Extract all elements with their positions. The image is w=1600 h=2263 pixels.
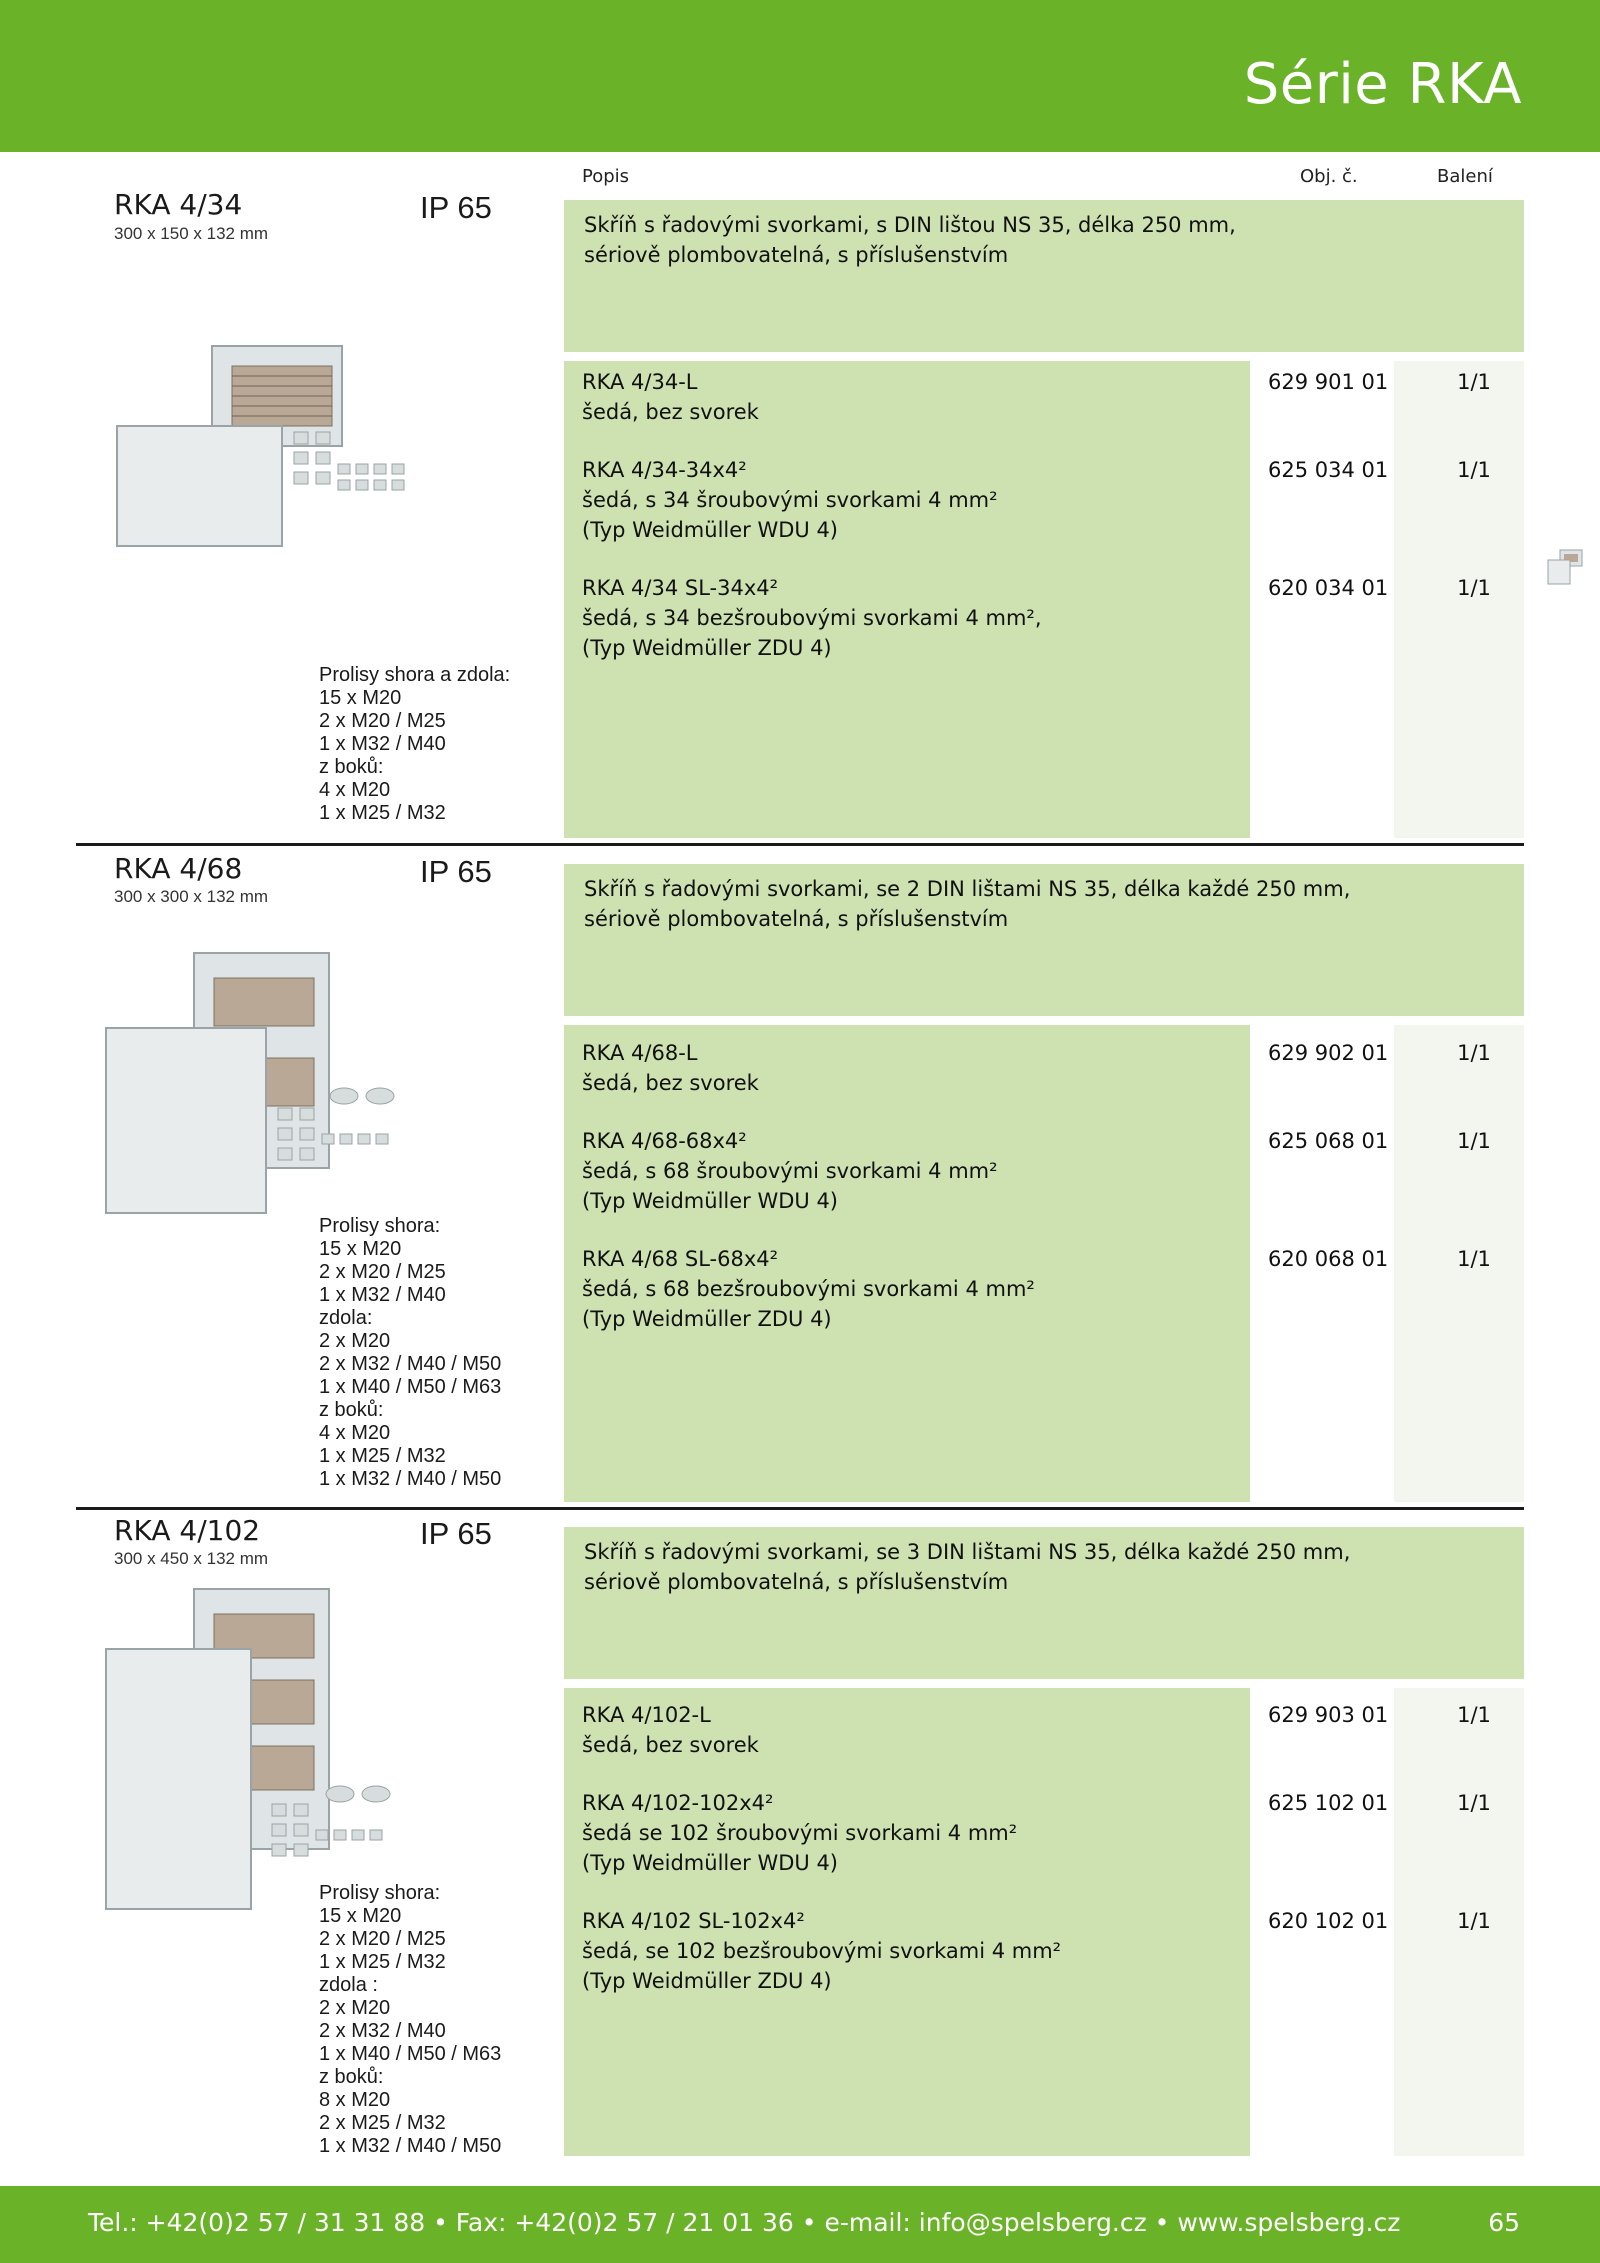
knockout-line: 1 x M25 / M32 [319, 1445, 446, 1467]
description-line: Skříň s řadovými svorkami, s DIN lištou NS 35, délka 250 mm, [584, 213, 1236, 237]
variant-code: RKA 4/102 SL-102x4² [582, 1909, 805, 1933]
knockouts-list [319, 1215, 501, 1491]
knockout-line: 2 x M32 / M40 / M50 [319, 1353, 502, 1375]
contact-info: Tel.: +42(0)2 57 / 31 31 88 • Fax: +42(0)2 57 / 21 01 36 • e-mail: info@spelsberg.cz • www.spelsberg.cz [88, 2208, 1401, 2237]
variant-code: RKA 4/68-68x4² [582, 1129, 747, 1153]
variant-detail: šedá, bez svorek [582, 1733, 759, 1757]
knockout-line: 15 x M20 [319, 1905, 402, 1927]
packaging-unit: 1/1 [1457, 1041, 1491, 1065]
variant-detail: šedá se 102 šroubovými svorkami 4 mm² [582, 1821, 1018, 1845]
order-number: 629 902 01 [1268, 1041, 1389, 1065]
enclosure-image [112, 336, 452, 556]
product-title: RKA 4/68 [114, 852, 243, 885]
knockout-line: 2 x M20 / M25 [319, 710, 446, 732]
description-line: Skříň s řadovými svorkami, se 3 DIN lištami NS 35, délka každé 250 mm, [584, 1540, 1351, 1564]
page-number: 65 [1488, 2208, 1520, 2237]
packaging-unit: 1/1 [1457, 370, 1491, 394]
series-title: Série RKA [1243, 52, 1522, 117]
variant-detail: (Typ Weidmüller ZDU 4) [582, 1969, 832, 1993]
knockout-line: 2 x M32 / M40 [319, 2020, 446, 2042]
knockout-line: 1 x M32 / M40 / M50 [319, 1468, 502, 1490]
product-dimensions: 300 x 300 x 132 mm [114, 887, 269, 906]
packaging-unit: 1/1 [1457, 458, 1491, 482]
knockout-line: z boků: [319, 2066, 384, 2088]
page-footer [0, 2186, 1600, 2263]
product-description [564, 1527, 1524, 1679]
product-description [564, 864, 1524, 1016]
packaging-unit: 1/1 [1457, 576, 1491, 600]
product-description [564, 200, 1524, 352]
ip-rating: IP 65 [420, 1516, 492, 1551]
description-line: sériově plombovatelná, s příslušenstvím [584, 243, 1009, 267]
knockout-line: 15 x M20 [319, 687, 402, 709]
variant-detail: (Typ Weidmüller ZDU 4) [582, 636, 832, 660]
variant-detail: šedá, bez svorek [582, 400, 759, 424]
variant-detail: šedá, se 102 bezšroubovými svorkami 4 mm² [582, 1939, 1062, 1963]
knockout-line: 1 x M40 / M50 / M63 [319, 1376, 502, 1398]
order-number: 629 903 01 [1268, 1703, 1389, 1727]
description-line: sériově plombovatelná, s příslušenstvím [584, 907, 1009, 931]
knockout-line: 2 x M20 / M25 [319, 1928, 446, 1950]
packaging-unit: 1/1 [1457, 1909, 1491, 1933]
packaging-unit: 1/1 [1457, 1247, 1491, 1271]
variant-code: RKA 4/102-L [582, 1703, 711, 1727]
knockout-line: Prolisy shora: [319, 1882, 441, 1904]
variant-code: RKA 4/68-L [582, 1041, 698, 1065]
variant-detail: (Typ Weidmüller ZDU 4) [582, 1307, 832, 1331]
knockout-line: 15 x M20 [319, 1238, 402, 1260]
order-number: 620 068 01 [1268, 1247, 1389, 1271]
order-number: 625 034 01 [1268, 458, 1389, 482]
variant-detail: šedá, s 68 bezšroubovými svorkami 4 mm² [582, 1277, 1035, 1301]
product-title: RKA 4/102 [114, 1514, 261, 1547]
variant-detail: šedá, s 68 šroubovými svorkami 4 mm² [582, 1159, 998, 1183]
column-header-description: Popis [582, 166, 630, 187]
section-divider [76, 843, 1524, 846]
variant-code: RKA 4/102-102x4² [582, 1791, 774, 1815]
order-number: 629 901 01 [1268, 370, 1389, 394]
order-number: 625 102 01 [1268, 1791, 1389, 1815]
variant-detail: (Typ Weidmüller WDU 4) [582, 1851, 838, 1875]
variant-code: RKA 4/68 SL-68x4² [582, 1247, 779, 1271]
product-dimensions: 300 x 450 x 132 mm [114, 1549, 269, 1568]
column-header-packaging: Balení [1437, 166, 1493, 187]
knockout-line: 1 x M32 / M40 [319, 733, 446, 755]
knockout-line: 4 x M20 [319, 779, 391, 801]
description-line: sériově plombovatelná, s příslušenstvím [584, 1570, 1009, 1594]
order-number: 625 068 01 [1268, 1129, 1389, 1153]
knockout-line: 1 x M40 / M50 / M63 [319, 2043, 502, 2065]
order-number: 620 102 01 [1268, 1909, 1389, 1933]
knockout-line: zdola: [319, 1307, 373, 1329]
knockout-line: Prolisy shora: [319, 1215, 441, 1237]
knockout-line: 8 x M20 [319, 2089, 391, 2111]
side-thumbnail-image [1546, 548, 1586, 588]
order-number: 620 034 01 [1268, 576, 1389, 600]
enclosure-image [104, 948, 424, 1218]
variant-detail: šedá, s 34 bezšroubovými svorkami 4 mm², [582, 606, 1042, 630]
variant-code: RKA 4/34-34x4² [582, 458, 747, 482]
knockout-line: 1 x M32 / M40 [319, 1284, 446, 1306]
section-divider [76, 1507, 1524, 1510]
knockout-line: zdola : [319, 1974, 378, 1996]
knockout-line: z boků: [319, 756, 384, 778]
ip-rating: IP 65 [420, 190, 492, 225]
product-dimensions: 300 x 150 x 132 mm [114, 224, 269, 243]
variant-detail: šedá, bez svorek [582, 1071, 759, 1095]
knockouts-list [319, 1882, 501, 2158]
packaging-unit: 1/1 [1457, 1703, 1491, 1727]
page-header [0, 0, 1600, 152]
column-header-order-no: Obj. č. [1300, 166, 1358, 187]
packaging-unit: 1/1 [1457, 1129, 1491, 1153]
product-title: RKA 4/34 [114, 188, 243, 221]
knockout-line: 1 x M25 / M32 [319, 1951, 446, 1973]
knockout-line: Prolisy shora a zdola: [319, 664, 511, 686]
knockout-line: 1 x M32 / M40 / M50 [319, 2135, 502, 2157]
variant-detail: (Typ Weidmüller WDU 4) [582, 518, 838, 542]
packaging-unit: 1/1 [1457, 1791, 1491, 1815]
variant-code: RKA 4/34-L [582, 370, 698, 394]
knockout-line: 2 x M20 [319, 1330, 391, 1352]
variant-detail: šedá, s 34 šroubovými svorkami 4 mm² [582, 488, 998, 512]
description-line: Skříň s řadovými svorkami, se 2 DIN lištami NS 35, délka každé 250 mm, [584, 877, 1351, 901]
variant-code: RKA 4/34 SL-34x4² [582, 576, 779, 600]
knockout-line: 2 x M25 / M32 [319, 2112, 446, 2134]
ip-rating: IP 65 [420, 854, 492, 889]
knockout-line: 2 x M20 [319, 1997, 391, 2019]
knockouts-list [319, 664, 510, 825]
knockout-line: 4 x M20 [319, 1422, 391, 1444]
knockout-line: z boků: [319, 1399, 384, 1421]
enclosure-image [104, 1584, 424, 1914]
knockout-line: 1 x M25 / M32 [319, 802, 446, 824]
knockout-line: 2 x M20 / M25 [319, 1261, 446, 1283]
variant-detail: (Typ Weidmüller WDU 4) [582, 1189, 838, 1213]
